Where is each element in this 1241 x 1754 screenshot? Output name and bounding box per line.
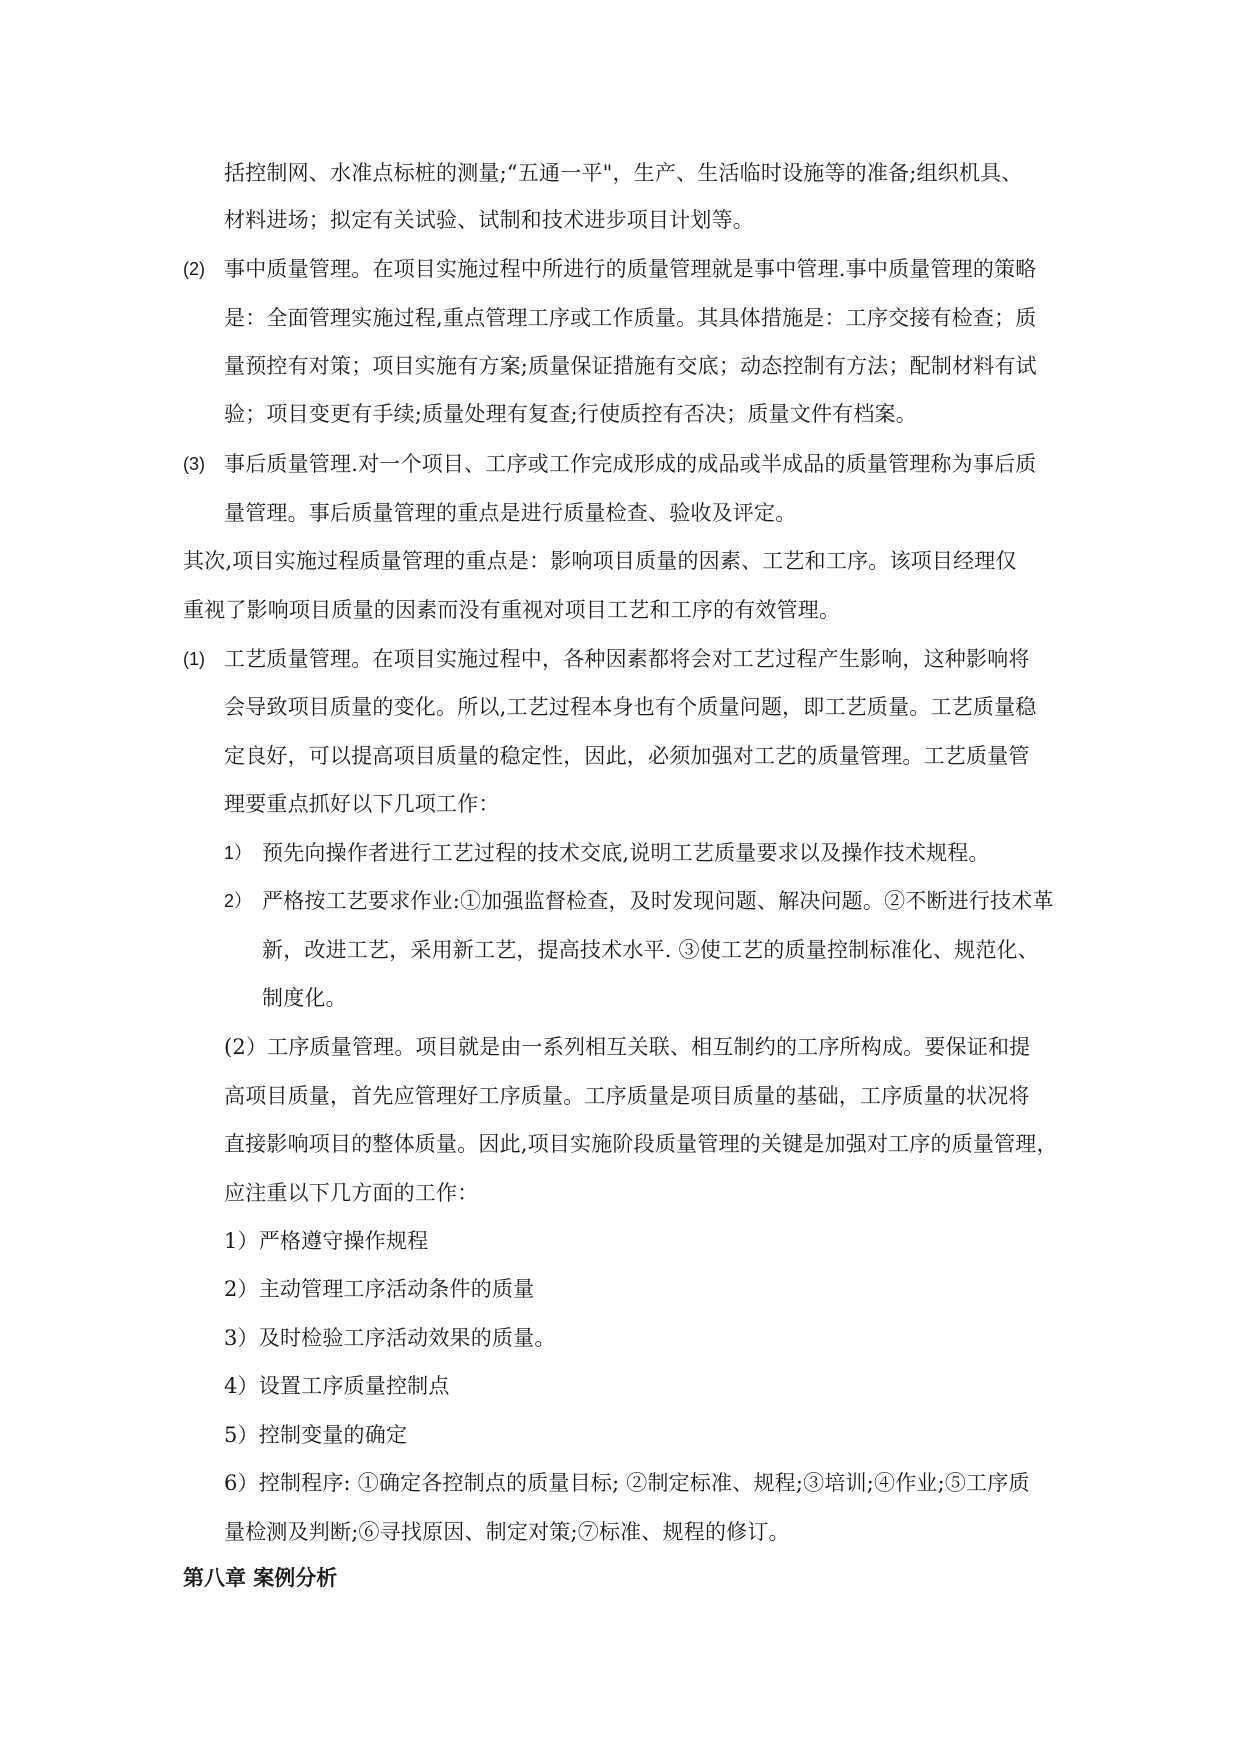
- text-line: 事中质量管理。在项目实施过程中所进行的质量管理就是事中管理.事中质量管理的策略: [224, 257, 1037, 281]
- list-number: 2）: [224, 891, 253, 911]
- text-line: 6）控制程序: ①确定各控制点的质量目标; ②制定标准、规程;③培训;④作业;⑤工序质: [224, 1471, 1030, 1495]
- text-line: 材料进场；拟定有关试验、试制和技术进步项目计划等。: [224, 208, 754, 232]
- text-line: 制度化。: [262, 986, 347, 1010]
- text-line: 括控制网、水准点标桩的测量;“五通一平"，生产、生活临时设施等的准备;组织机具、: [224, 161, 1023, 185]
- text-line: 量检测及判断;⑥寻找原因、制定对策;⑦标准、规程的修订。: [224, 1520, 790, 1544]
- list-number: (2): [183, 259, 205, 279]
- text-line: 严格按工艺要求作业:①加强监督检查，及时发现问题、解决问题。②不断进行技术革: [262, 889, 1054, 913]
- list-number: 1）: [224, 843, 253, 863]
- text-line: 应注重以下几方面的工作：: [224, 1181, 479, 1205]
- text-line: 4）设置工序质量控制点: [224, 1374, 450, 1398]
- text-line: 重视了影响项目质量的因素而没有重视对项目工艺和工序的有效管理。: [183, 598, 841, 622]
- text-line: 工艺质量管理。在项目实施过程中，各种因素都将会对工艺过程产生影响，这种影响将: [224, 647, 1030, 671]
- text-line: 验；项目变更有手续;质量处理有复查;行使质控有否决；质量文件有档案。: [224, 402, 917, 426]
- text-line: 3）及时检验工序活动效果的质量。: [224, 1326, 556, 1350]
- text-line: 直接影响项目的整体质量。因此,项目实施阶段质量管理的关键是加强对工序的质量管理，: [224, 1132, 1058, 1156]
- text-line: 高项目质量，首先应管理好工序质量。工序质量是项目质量的基础，工序质量的状况将: [224, 1084, 1030, 1108]
- text-line: 会导致项目质量的变化。所以,工艺过程本身也有个质量问题，即工艺质量。工艺质量稳: [224, 695, 1037, 719]
- chapter-heading: 第八章 案例分析: [183, 1566, 338, 1590]
- text-line: 事后质量管理.对一个项目、工序或工作完成形成的成品或半成品的质量管理称为事后质: [224, 452, 1037, 476]
- text-line: 新，改进工艺，采用新工艺，提高技术水平. ③使工艺的质量控制标准化、规范化、: [262, 938, 1039, 962]
- list-number: (1): [183, 649, 205, 669]
- text-line: 1）严格遵守操作规程: [224, 1229, 429, 1253]
- text-line: 预先向操作者进行工艺过程的技术交底,说明工艺质量要求以及操作技术规程。: [262, 841, 990, 865]
- text-line: 量预控有对策；项目实施有方案;质量保证措施有交底；动态控制有方法；配制材料有试: [224, 354, 1037, 378]
- text-line: 理要重点抓好以下几项工作：: [224, 792, 500, 816]
- text-line: 是：全面管理实施过程,重点管理工序或工作质量。其具体措施是：工序交接有检查；质: [224, 306, 1037, 330]
- text-line: 定良好，可以提高项目质量的稳定性，因此，必须加强对工艺的质量管理。工艺质量管: [224, 744, 1030, 768]
- list-number: (3): [183, 454, 205, 474]
- text-line: 2）主动管理工序活动条件的质量: [224, 1277, 535, 1301]
- text-line: 量管理。事后质量管理的重点是进行质量检查、验收及评定。: [224, 501, 797, 525]
- text-line: (2）工序质量管理。项目就是由一系列相互关联、相互制约的工序所构成。要保证和提: [224, 1035, 1031, 1059]
- text-line: 其次,项目实施过程质量管理的重点是：影响项目质量的因素、工艺和工序。该项目经理仅: [183, 549, 1017, 573]
- text-line: 5）控制变量的确定: [224, 1423, 408, 1447]
